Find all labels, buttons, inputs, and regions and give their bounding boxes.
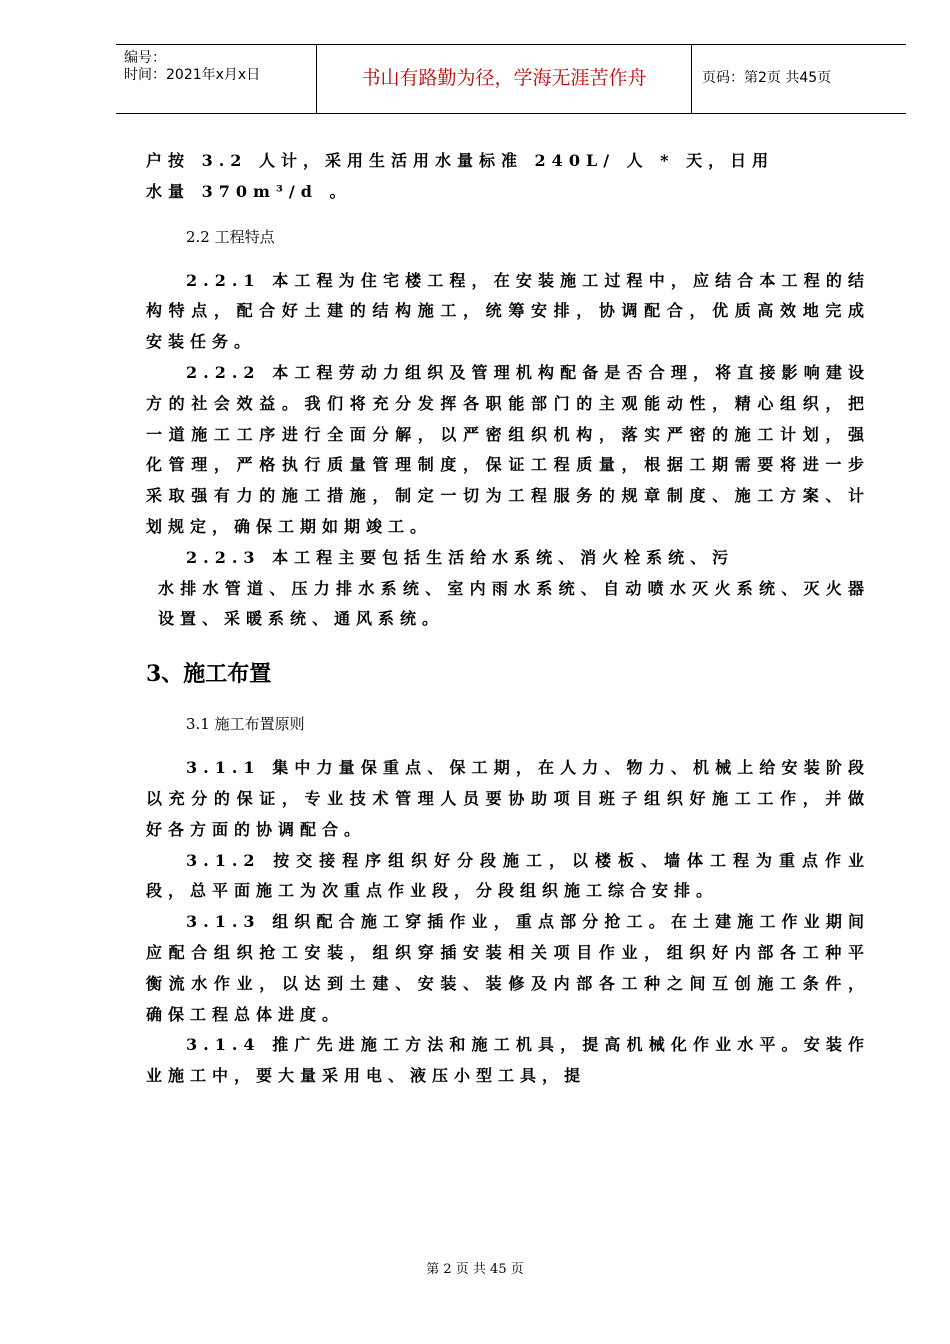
header-motto: 书山有路勤为径，学海无涯苦作舟 (316, 45, 692, 113)
document-body (146, 146, 870, 1092)
page-footer: 第 2 页 共 45 页 (426, 1262, 524, 1277)
paragraph-3-1-4: 3.1.4 推广先进施工方法和施工机具，提高机械化作业水平。安装作业施工中，要大量采用电、液压小型工具，提 (146, 1035, 870, 1086)
paragraph-continued-2: 水量 370m³/d 。 (146, 181, 352, 201)
paragraph-3-1-1: 3.1.1 集中力量保重点、保工期，在人力、物力、机械上给安装阶段以充分的保证，专业技术管理人员要协助项目班子组织好施工工作，并做好各方面的协调配合。 (146, 758, 870, 839)
header-meta (116, 45, 316, 113)
paragraph-2-2-3-line: 2.2.3 本工程主要包括生活给水系统、消火栓系统、污 (186, 547, 735, 567)
time-label: 时间：2021年x月x日 (124, 67, 261, 83)
section-heading-3-1: 3.1 施工布置原则 (186, 715, 305, 734)
paragraph-2-2-1: 2.2.1 本工程为住宅楼工程，在安装施工过程中，应结合本工程的结构特点，配合好土建的结构施工，统筹安排，协调配合，优质高效地完成安装任务。 (146, 270, 870, 352)
paragraph-2-2-3-rest: 水排水管道、压力排水系统、室内雨水系统、自动喷水灭火系统、灭火器设置、采暖系统、通风系统。 (158, 578, 870, 629)
section-heading-2-2: 2.2 工程特点 (186, 227, 275, 246)
paragraph-3-1-2: 3.1.2 按交接程序组织好分段施工，以楼板、墙体工程为重点作业段，总平面施工为次重点作业段，分段组织施工综合安排。 (146, 850, 870, 901)
header-page-info: 页码：第2页 共45页 (702, 70, 832, 86)
paragraph-3-1-3: 3.1.3 组织配合施工穿插作业，重点部分抢工。在土建施工作业期间应配合组织抢工安装，组织穿插安装相关项目作业，组织好内部各工种平衡流水作业，以达到土建、安装、装修及内部各工种之间互创施工条件，确保工程总体进度。 (146, 912, 870, 1024)
paragraph-continued-1: 户按 3.2 人计，采用生活用水量标准 240L/ 人 * 天，日用 (146, 151, 775, 170)
page-header (116, 44, 906, 114)
chapter-heading-3: 3、施工布置 (146, 661, 272, 688)
number-label: 编号： (124, 50, 166, 66)
paragraph-2-2-2: 2.2.2 本工程劳动力组织及管理机构配备是否合理，将直接影响建设方的社会效益。我们将充分发挥各职能部门的主观能动性，精心组织，把一道施工工序进行全面分解，以严密组织机构，落实严密的施工计划，强化管理，严格执行质量管理制度，保证工程质量，根据工期需要将进一步采取强有力的施工措施，制定一切为工程服务的规章制度、施工方案、计划规定，确保工期如期竣工。 (146, 362, 870, 536)
